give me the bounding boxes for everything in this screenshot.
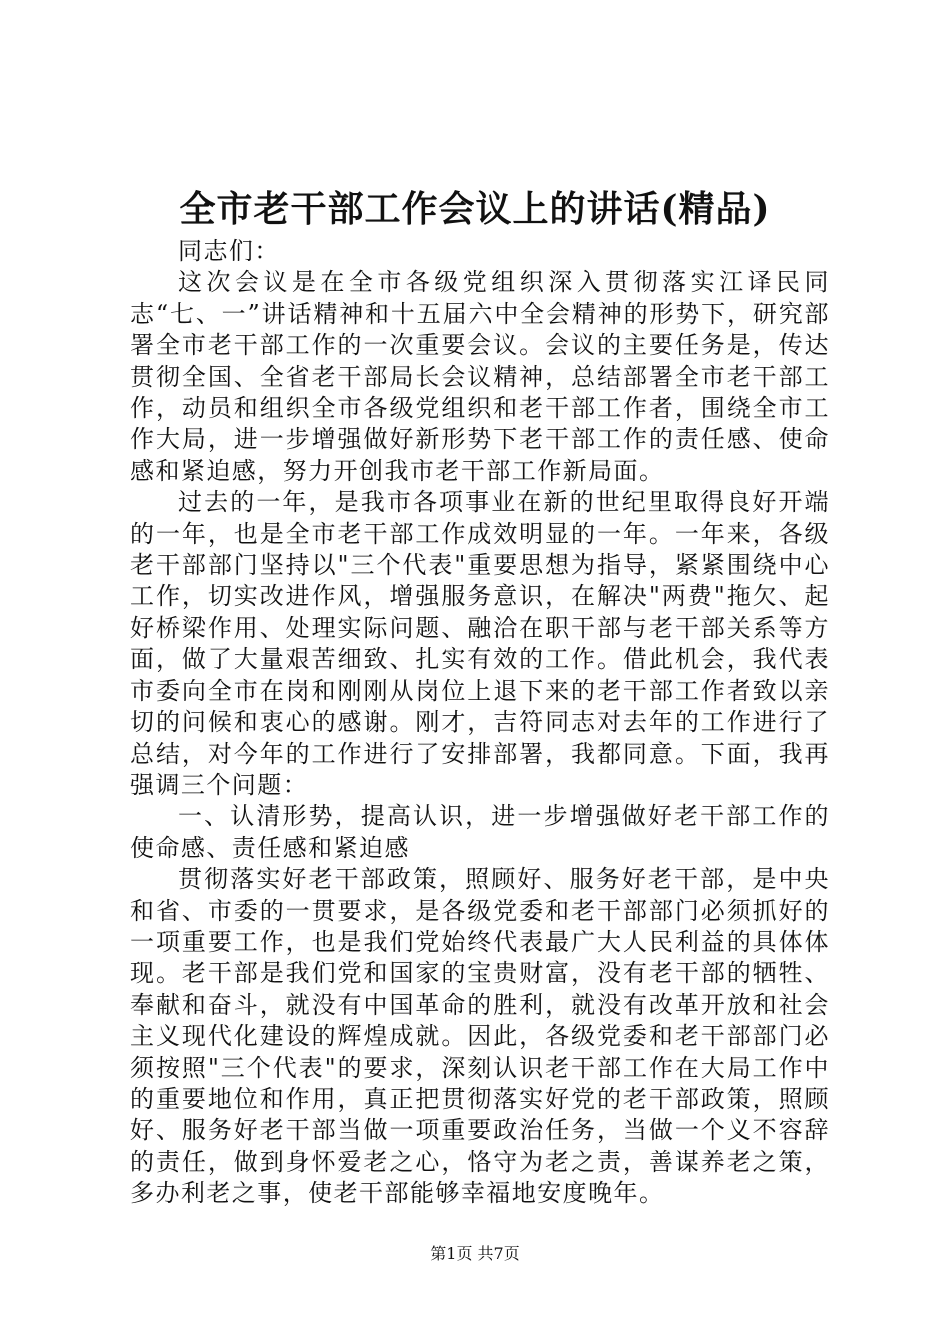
section-heading: 一、认清形势，提高认识，进一步增强做好老干部工作的使命感、责任感和紧迫感 [130, 802, 830, 862]
page-number-footer: 第1页 共7页 [430, 1244, 520, 1263]
body-paragraph: 过去的一年，是我市各项事业在新的世纪里取得良好开端的一年，也是全市老干部工作成效明显的一年。一年来，各级老干部部门坚持以"三个代表"重要思想为指导，紧紧围绕中心工作，切实改进作风，增强服务意识，在解决"两费"拖欠、起好桥梁作用、处理实际问题、融洽在职干部与老干部关系等方面，做了大量艰苦细致、扎实有效的工作。借此机会，我代表市委向全市在岗和刚刚从岗位上退下来的老干部工作者致以亲切的问候和衷心的感谢。刚才，吉符同志对去年的工作进行了总结，对今年的工作进行了安排部署，我都同意。下面，我再强调三个问题： [130, 488, 830, 799]
body-paragraph: 贯彻落实好老干部政策，照顾好、服务好老干部，是中央和省、市委的一贯要求，是各级党委和老干部部门必须抓好的一项重要工作，也是我们党始终代表最广大人民利益的具体体现。老干部是我们党和国家的宝贵财富，没有老干部的牺牲、奉献和奋斗，就没有中国革命的胜利，就没有改革开放和社会主义现代化建设的辉煌成就。因此，各级党委和老干部部门必须按照"三个代表"的要求，深刻认识老干部工作在大局工作中的重要地位和作用，真正把贯彻落实好党的老干部政策，照顾好、服务好老干部当做一项重要政治任务，当做一个义不容辞的责任，做到身怀爱老之心，恪守为老之责，善谋养老之策，多办利老之事，使老干部能够幸福地安度晚年。 [130, 865, 830, 1208]
document-title: 全市老干部工作会议上的讲话(精品) [179, 188, 771, 230]
document-body [130, 236, 830, 1210]
body-paragraph: 这次会议是在全市各级党组织深入贯彻落实江译民同志“七、一”讲话精神和十五届六中全会精神的形势下，研究部署全市老干部工作的一次重要会议。会议的主要任务是，传达贯彻全国、全省老干部局长会议精神，总结部署全市老干部工作，动员和组织全市各级党组织和老干部工作者，围绕全市工作大局，进一步增强做好新形势下老干部工作的责任感、使命感和紧迫感，努力开创我市老干部工作新局面。 [130, 268, 830, 485]
salutation: 同志们： [178, 237, 280, 265]
